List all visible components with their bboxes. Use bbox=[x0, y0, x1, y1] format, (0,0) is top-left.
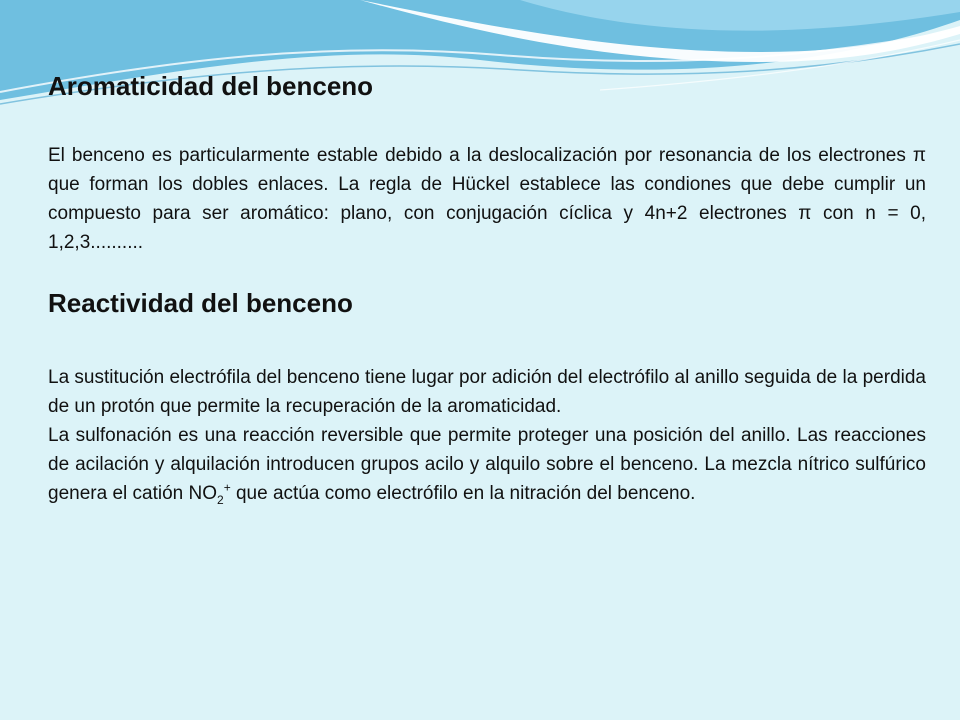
no2-superscript: + bbox=[223, 480, 231, 495]
heading-reactividad: Reactividad del benceno bbox=[48, 288, 353, 318]
paragraph-sulfonacion-end: que actúa como electrófilo en la nitración del benceno. bbox=[230, 483, 696, 504]
no2-subscript: 2 bbox=[217, 492, 224, 507]
paragraph-sulfonacion-text: La sulfonación es una reacción reversible que permite proteger una posición del anillo. Las reacciones de acilación y alquilación introducen grupos acilo y alquilo sobre el benceno. La mezcla nítrico sulfúrico genera el catión NO bbox=[48, 425, 926, 504]
heading-aromaticidad: Aromaticidad del benceno bbox=[48, 71, 374, 101]
slide-content bbox=[48, 62, 926, 508]
paragraph-aromaticidad: El benceno es particularmente estable debido a la deslocalización por resonancia de los electrones π que forman los dobles enlaces. La regla de Hückel establece las condiones que debe cumplir un compuesto para ser aromático: plano, con conjugación cíclica y 4n+2 electrones π con n = 0, 1,2,3.......... bbox=[48, 145, 926, 253]
paragraph-sulfonacion bbox=[48, 421, 926, 508]
paragraph-sustitucion: La sustitución electrófila del benceno tiene lugar por adición del electrófilo al anillo seguida de la perdida de un protón que permite la recuperación de la aromaticidad. bbox=[48, 367, 926, 417]
